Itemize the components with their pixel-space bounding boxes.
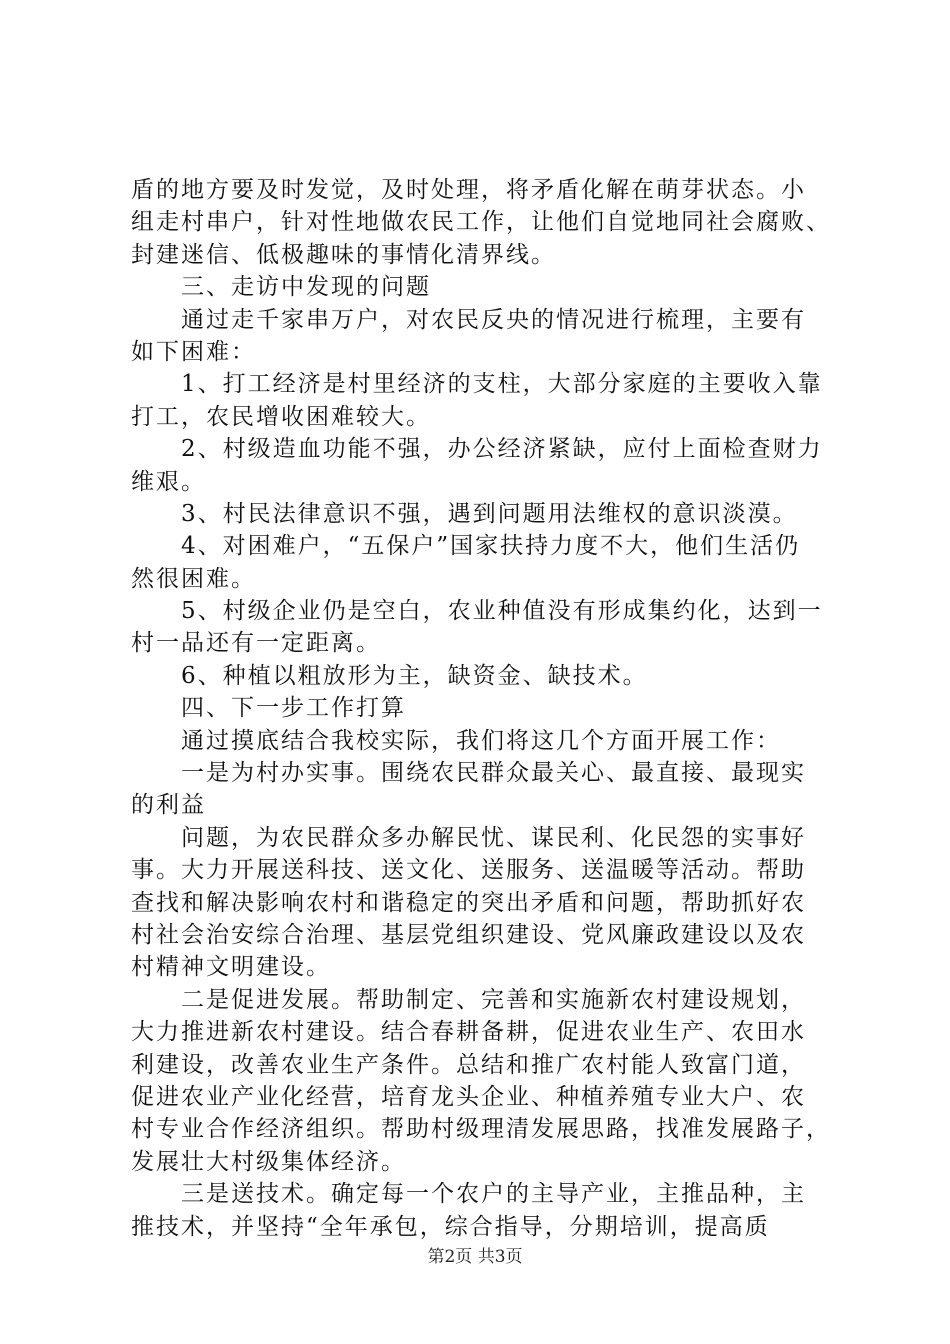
text-line: 大力推进新农村建设。结合春耕备耕，促进农业生产、农田水 bbox=[131, 1019, 806, 1046]
text-line: 三是送技术。确定每一个农户的主导产业，主推品种，主 bbox=[181, 1181, 806, 1208]
text-line: 一是为村办实事。围绕农民群众最关心、最直接、最现实 bbox=[181, 760, 806, 787]
text-line: 二是促进发展。帮助制定、完善和实施新农村建设规划， bbox=[181, 986, 806, 1013]
text-line: 村精神文明建设。 bbox=[131, 954, 331, 981]
text-line: 打工，农民增收困难较大。 bbox=[131, 403, 431, 430]
text-line: 通过摸底结合我校实际，我们将这几个方面开展工作： bbox=[181, 727, 781, 754]
text-line: 5、村级企业仍是空白，农业种值没有形成集约化，达到一 bbox=[181, 598, 823, 625]
text-line: 推技术，并坚持“全年承包，综合指导，分期培训，提高质 bbox=[131, 1213, 770, 1240]
text-line: 封建迷信、低极趣味的事情化清界线。 bbox=[131, 241, 556, 268]
text-line: 村社会治安综合治理、基层党组织建设、党风廉政建设以及农 bbox=[131, 921, 806, 948]
document-body bbox=[131, 174, 841, 1243]
text-line: 6、种植以粗放形为主，缺资金、缺技术。 bbox=[181, 662, 648, 689]
text-line: 利建设，改善农业生产条件。总结和推广农村能人致富门道， bbox=[131, 1051, 806, 1078]
text-line: 村专业合作经济组织。帮助村级理清发展思路，找准发展路子， bbox=[131, 1116, 831, 1143]
text-line: 促进农业产业化经营，培育龙头企业、种植养殖专业大户、农 bbox=[131, 1083, 806, 1110]
text-line: 事。大力开展送科技、送文化、送服务、送温暖等活动。帮助 bbox=[131, 857, 806, 884]
text-line: 2、村级造血功能不强，办公经济紧缺，应付上面检查财力 bbox=[181, 436, 823, 463]
text-line: 3、村民法律意识不强，遇到问题用法维权的意识淡漠。 bbox=[181, 500, 798, 527]
text-line: 问题，为农民群众多办解民忧、谋民利、化民怨的实事好 bbox=[181, 824, 806, 851]
text-line: 查找和解决影响农村和谐稳定的突出矛盾和问题，帮助抓好农 bbox=[131, 889, 806, 916]
text-line: 4、对困难户，“五保户”国家扶持力度不大，他们生活仍 bbox=[181, 533, 801, 560]
page-footer: 第2页 共3页 bbox=[427, 1247, 523, 1267]
text-line: 维艰。 bbox=[131, 468, 206, 495]
text-line: 盾的地方要及时发觉，及时处理，将矛盾化解在萌芽状态。小 bbox=[131, 177, 806, 203]
text-line: 村一品还有一定距离。 bbox=[131, 630, 381, 657]
text-line: 1、打工经济是村里经济的支柱，大部分家庭的主要收入靠 bbox=[181, 371, 823, 398]
text-line: 四、下一步工作打算 bbox=[181, 695, 406, 722]
text-line: 发展壮大村级集体经济。 bbox=[131, 1148, 406, 1175]
text-line: 然很困难。 bbox=[131, 565, 256, 592]
text-line: 如下困难： bbox=[131, 338, 256, 365]
text-line: 通过走千家串万户，对农民反央的情况进行梳理，主要有 bbox=[181, 306, 806, 333]
text-line: 的利益 bbox=[131, 792, 206, 819]
text-line: 三、走访中发现的问题 bbox=[181, 274, 431, 301]
text-line: 组走村串户，针对性地做农民工作，让他们自觉地同社会腐败、 bbox=[131, 209, 831, 236]
